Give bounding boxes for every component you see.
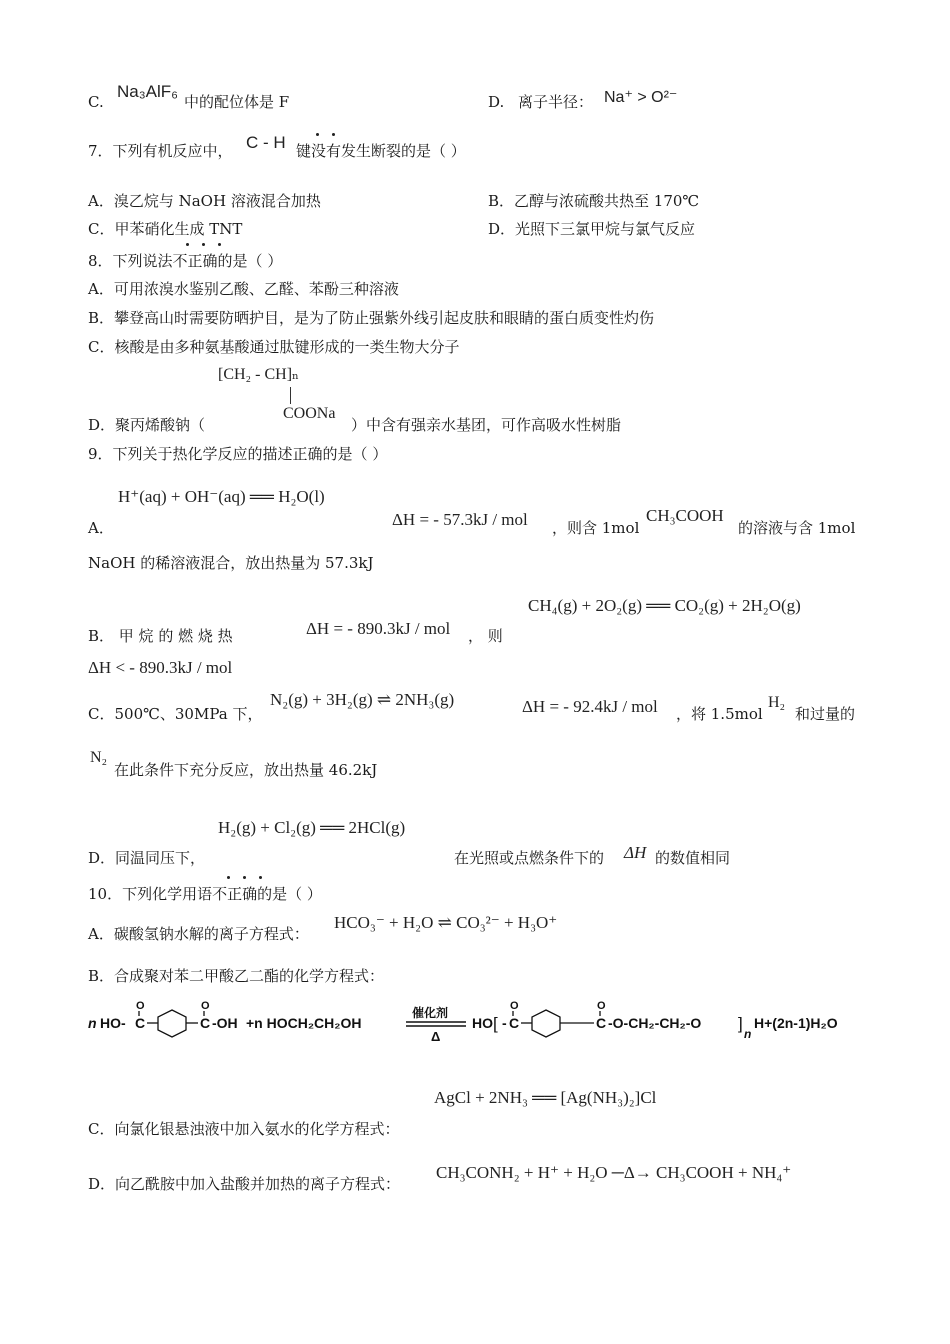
q10-b-text: B．合成聚对苯二甲酸乙二酯的化学方程式：	[88, 967, 385, 985]
q9-c-formula: H₂	[768, 694, 786, 711]
q9-a-formula: CH₃COOH	[646, 506, 724, 525]
q9-c-n2: N₂	[90, 749, 108, 766]
q9-a-enthalpy: ΔH = - 57.3kJ / mol	[392, 510, 528, 529]
benzene-ring-icon	[158, 1010, 186, 1037]
q10-c-text: C．向氯化银悬浊液中加入氨水的化学方程式：	[88, 1120, 400, 1138]
q7-option-b: B．乙醇与浓硫酸共热至 170℃	[488, 192, 700, 210]
emphasis-dot	[218, 243, 221, 246]
q10-d-equation: CH₃CONH₂ + H⁺ + H₂O ─Δ→ CH₃COOH + NH₄⁺	[436, 1163, 792, 1182]
q9-c-enthalpy: ΔH = - 92.4kJ / mol	[522, 697, 658, 716]
q8-stem: 8．下列说法不正确的是（ ）	[88, 252, 283, 270]
q10-c-equation: AgCl + 2NH₃ ══ [Ag(NH₃)₂]Cl	[434, 1088, 657, 1107]
carbonyl-carbon: C	[596, 1015, 607, 1031]
emphasis-dot	[243, 876, 246, 879]
q7-option-c: C．甲苯硝化生成 TNT	[88, 220, 243, 238]
emphasis-dot	[186, 243, 189, 246]
q9-a-text2: 的溶液与含 1mol	[738, 519, 856, 537]
emphasis-dot	[259, 876, 262, 879]
hydroxyl-group: -OH	[212, 1015, 238, 1031]
q10-a-pre: A．碳酸氢钠水解的离子方程式：	[88, 925, 309, 943]
emphasis-dot	[316, 133, 319, 136]
q7-option-a: A．溴乙烷与 NaOH 溶液混合加热	[88, 192, 321, 210]
q8-option-c: C．核酸是由多种氨基酸通过肽键形成的一类生物大分子	[88, 338, 460, 356]
emphasis-dot	[332, 133, 335, 136]
q9-b-then: ， 则	[468, 627, 503, 645]
q10-a-equation: HCO₃⁻ + H₂O ⇌ CO₃²⁻ + H₃O⁺	[334, 913, 558, 932]
product-end-group: HO	[472, 1015, 493, 1031]
q7-option-d: D．光照下三氯甲烷与氯气反应	[488, 220, 696, 238]
svg-text:]: ]	[738, 1014, 743, 1033]
q8-option-a: A．可用浓溴水鉴别乙酸、乙醛、苯酚三种溶液	[88, 280, 399, 298]
q9-b-label: B． 甲 烷 的 燃 烧 热	[88, 627, 233, 645]
q7-bond-formula: C - H	[246, 133, 286, 152]
q8-polymer-substituent: COONa	[283, 405, 336, 422]
q9-c-text2: 和过量的	[795, 705, 856, 723]
carbonyl-carbon: C	[200, 1015, 211, 1031]
polymer-bond-line	[290, 387, 291, 404]
carbonyl-carbon: C	[509, 1015, 520, 1031]
q7-stem-pre: 7．下列有机反应中，	[88, 142, 233, 160]
q9-c-equation: N₂(g) + 3H₂(g) ⇌ 2NH₃(g)	[270, 690, 455, 709]
hydroxyl-group: HO-	[100, 1015, 126, 1031]
q9-d-equation: H₂(g) + Cl₂(g) ══ 2HCl(g)	[218, 818, 406, 837]
carbonyl-carbon: C	[135, 1015, 146, 1031]
q10-d-pre: D．向乙酰胺中加入盐酸并加热的离子方程式：	[88, 1175, 401, 1193]
q6-option-c-formula: Na₃AlF₆	[117, 82, 179, 101]
ethylene-glycol: +n HOCH₂CH₂OH	[246, 1015, 362, 1031]
q9-stem: 9．下列关于热化学反应的描述正确的是（ ）	[88, 445, 388, 463]
byproduct-water: H+(2n-1)H₂O	[754, 1015, 838, 1031]
q9-d-post2: 的数值相同	[655, 849, 731, 867]
q8-polymer-repeat-unit: [CH₂ - CH]ₙ	[218, 366, 299, 383]
polyester-reaction-equation	[88, 1000, 863, 1050]
q9-c-pre: C．500℃、30MPa 下，	[88, 705, 263, 723]
carbonyl-oxygen: O	[510, 1000, 519, 1012]
q9-d-enthalpy: ΔH	[624, 843, 647, 862]
svg-text:-: -	[502, 1015, 507, 1031]
q10-stem: 10．下列化学用语不正确的是（ ）	[88, 885, 322, 903]
heat-symbol: Δ	[431, 1029, 441, 1044]
carbonyl-oxygen: O	[201, 1000, 210, 1012]
q9-d-pre: D．同温同压下，	[88, 849, 206, 867]
q9-a-text3: NaOH 的稀溶液混合，放出热量为 57.3kJ	[88, 554, 374, 572]
q9-b-enthalpy-compare: ΔH < - 890.3kJ / mol	[88, 658, 233, 677]
catalyst-label: 催化剂	[412, 1006, 449, 1020]
q6-option-d-text: 离子半径：	[518, 93, 594, 111]
q8-option-d-post: ）中含有强亲水基团，可作高吸水性树脂	[351, 416, 622, 434]
q9-a-equation: H⁺(aq) + OH⁻(aq) ══ H₂O(l)	[118, 487, 325, 506]
q7-stem-post: 键没有发生断裂的是（ ）	[296, 142, 466, 160]
q6-option-d-label: D.	[488, 93, 505, 111]
q8-option-b: B．攀登高山时需要防晒护目，是为了防止强紫外线引起皮肤和眼睛的蛋白质变性灼伤	[88, 309, 655, 327]
ester-chain: -O-CH₂-CH₂-O	[608, 1015, 702, 1031]
repeat-count-n: n	[744, 1027, 752, 1041]
q9-a-text1: ，则含 1mol	[552, 519, 640, 537]
q9-c-text1: ，将 1.5mol	[676, 705, 763, 723]
q9-c-text3: 在此条件下充分反应，放出热量 46.2kJ	[114, 761, 378, 779]
q6-option-d-formula: Na⁺ > O²⁻	[604, 89, 678, 106]
benzene-ring-icon	[532, 1010, 560, 1037]
q9-d-post1: 在光照或点燃条件下的	[454, 849, 605, 867]
svg-text:[: [	[493, 1014, 498, 1033]
emphasis-dot	[202, 243, 205, 246]
emphasis-dot	[227, 876, 230, 879]
coefficient-n: n	[88, 1015, 97, 1031]
q9-a-label: A．	[88, 519, 114, 537]
q6-option-c-text: 中的配位体是 F	[184, 93, 290, 111]
q8-option-d-pre: D．聚丙烯酸钠（	[88, 416, 206, 434]
carbonyl-oxygen: O	[136, 1000, 145, 1012]
carbonyl-oxygen: O	[597, 1000, 606, 1012]
q9-b-equation: CH₄(g) + 2O₂(g) ══ CO₂(g) + 2H₂O(g)	[528, 596, 801, 615]
q6-option-c-label: C.	[88, 93, 104, 111]
q9-b-enthalpy: ΔH = - 890.3kJ / mol	[306, 619, 451, 638]
